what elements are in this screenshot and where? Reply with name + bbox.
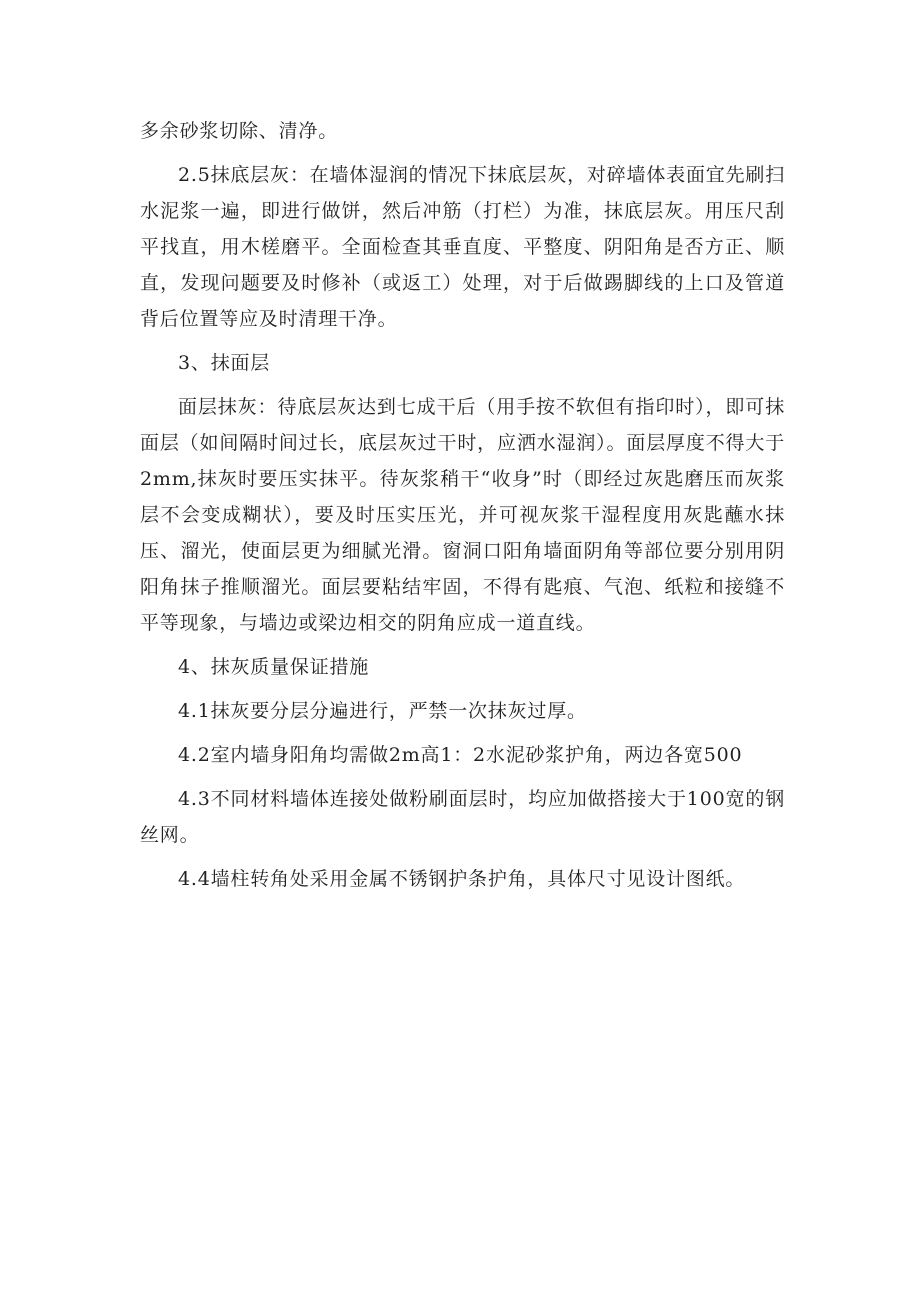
document-body	[140, 113, 785, 905]
heading-4-quality-measures: 4、抹灰质量保证措施	[178, 656, 370, 678]
paragraph-4-2: 4.2室内墙身阳角均需做2m高1：2水泥砂浆护角，两边各宽500	[178, 744, 743, 766]
paragraph-2-5-base-coat: 2.5抹底层灰：在墙体湿润的情况下抹底层灰，对碎墙体表面宜先刷扫水泥浆一遍，即进行做饼，然后冲筋（打栏）为准，抹底层灰。用压尺刮平找直，用木槎磨平。全面检查其垂直度、平整度、阴阳角是否方正、顺直，发现问题要及时修补（或返工）处理，对于后做踢脚线的上口及管道背后位置等应及时清理干净。	[140, 164, 785, 330]
heading-3-surface-coat: 3、抹面层	[178, 352, 271, 374]
paragraph-continuation: 多余砂浆切除、清净。	[140, 120, 339, 142]
paragraph-4-3: 4.3不同材料墙体连接处做粉刷面层时，均应加做搭接大于100宽的钢丝网。	[140, 788, 785, 846]
paragraph-4-4: 4.4墙柱转角处采用金属不锈钢护条护角，具体尺寸见设计图纸。	[178, 868, 746, 890]
paragraph-4-1: 4.1抹灰要分层分遍进行，严禁一次抹灰过厚。	[178, 700, 587, 722]
paragraph-surface-plastering: 面层抹灰：待底层灰达到七成干后（用手按不软但有指印时），即可抹面层（如间隔时间过长，底层灰过干时，应洒水湿润）。面层厚度不得大于2mm,抹灰时要压实抹平。待灰浆稍干“收身”时（即经过灰匙磨压而灰浆层不会变成糊状），要及时压实压光，并可视灰浆干湿程度用灰匙蘸水抹压、溜光，使面层更为细腻光滑。窗洞口阳角墙面阴角等部位要分别用阴阳角抹子推顺溜光。面层要粘结牢固，不得有匙痕、气泡、纸粒和接缝不平等现象，与墙边或梁边相交的阴角应成一道直线。	[140, 396, 785, 634]
